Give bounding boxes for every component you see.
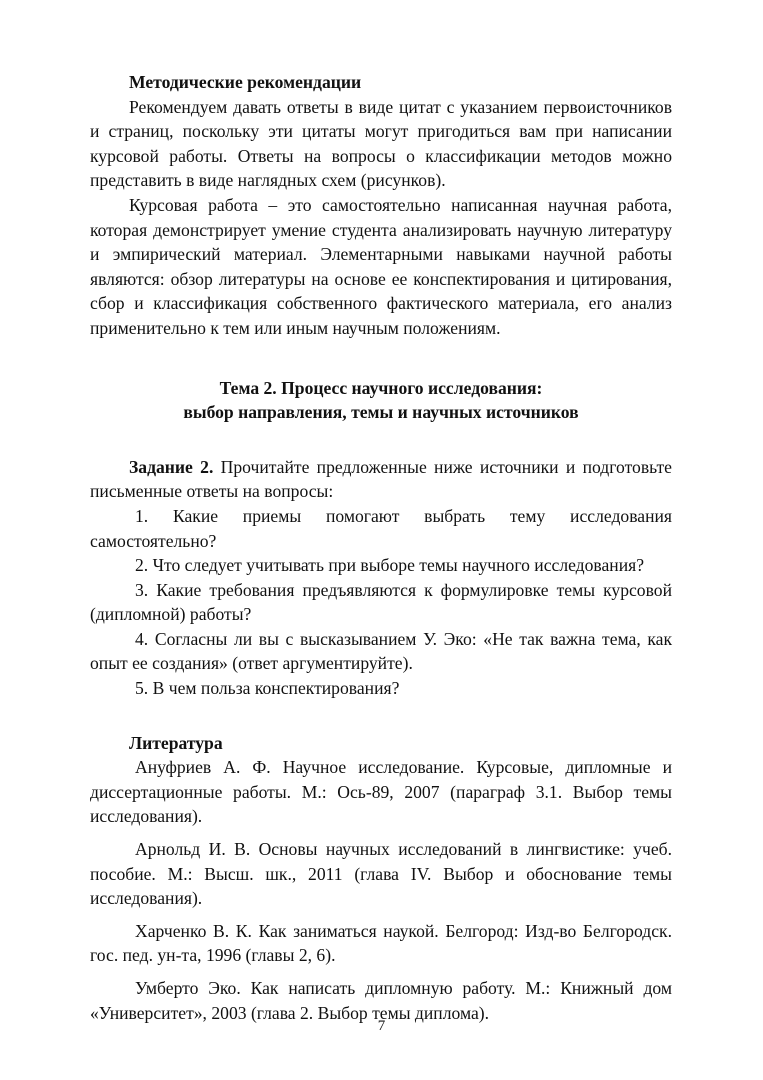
question-item-5: 5. В чем польза конспектирования? [135,678,400,699]
literature-item-4: Умберто Эко. Как написать дипломную работу. М.: Книжный дом «Университет», 2003 (глава 2. Выбор темы диплома). [90,978,672,1023]
task-label: Задание 2. [129,456,214,477]
question-item-3: 3. Какие требования предъявляются к формулировке темы курсовой (дипломной) работы? [90,579,672,625]
methodical-heading: Методические рекомендации [129,72,362,92]
literature-heading: Литература [129,732,223,753]
task-text: Прочитайте предложенные ниже источники и подготовьте письменные ответы на вопросы: [90,456,672,502]
spacer [90,701,672,731]
spacer [90,341,672,376]
page-number: 7 [377,1018,386,1034]
methodical-paragraph-2: Курсовая работа – это самостоятельно написанная научная работа, которая демонстрирует умение студента анализировать научную литературу и эмпирический материал. Элементарными навыками научной работы являются: обзор литературы на основе ее конспектирования и цитирования, сбор и классификация собственного фактического материала, его анализ применительно к тем или иным научным положениям. [90,194,672,338]
literature-item-3: Харченко В. К. Как заниматься наукой. Белгород: Изд-во Белгородск. гос. пед. ун-та, 1996 (главы 2, 6). [90,920,672,966]
topic-title-line-2: выбор направления, темы и научных источников [183,402,579,423]
question-item-1: 1. Какие приемы помогают выбрать тему исследования самостоятельно? [90,505,672,551]
task-paragraph [90,455,672,504]
question-item-4: 4. Согласны ли вы с высказыванием У. Эко: «Не так важна тема, как опыт ее создания» (ответ аргументируйте). [90,628,672,674]
literature-item-2: Арнольд И. В. Основы научных исследований в лингвистике: учеб. пособие. М.: Высш. шк., 2011 (глава IV. Выбор и обоснование темы исследования). [90,839,672,909]
questions-list [90,504,672,701]
topic-title-line-1: Тема 2. Процесс научного исследования: [219,377,543,398]
question-item-2: 2. Что следует учитывать при выборе темы научного исследования? [135,555,645,576]
page-content [90,70,672,1033]
methodical-paragraph-1: Рекомендуем давать ответы в виде цитат с указанием первоисточников и страниц, поскольку эти цитаты могут пригодиться вам при написании курсовой работы. Ответы на вопросы о классификации методов можно представить в виде наглядных схем (рисунков). [90,96,672,191]
literature-item-1: Ануфриев А. Ф. Научное исследование. Курсовые, дипломные и диссертационные работы. М.: Ось-89, 2007 (параграф 3.1. Выбор темы исследования). [90,757,672,827]
topic-title [90,376,672,425]
spacer [90,425,672,455]
